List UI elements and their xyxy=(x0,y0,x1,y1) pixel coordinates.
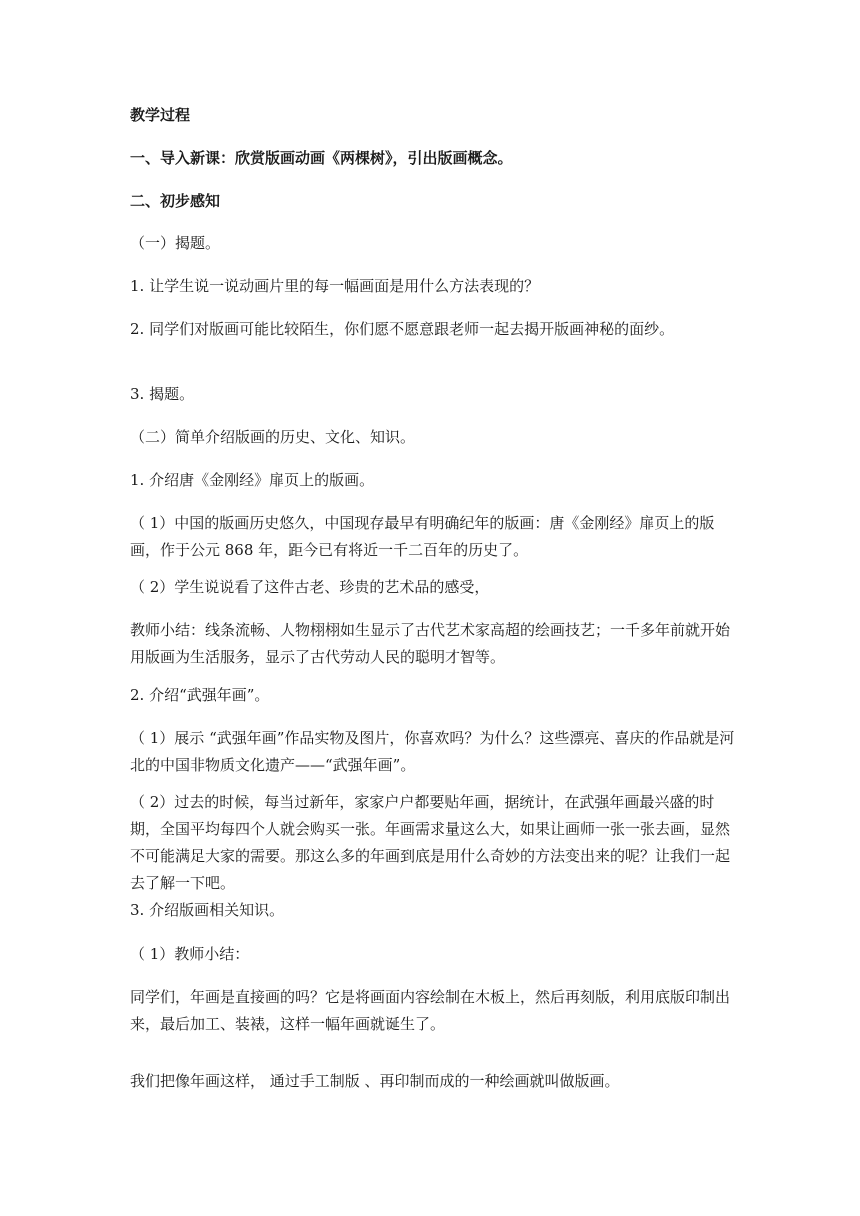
subsection-2-item-2-point-2: （ 2）过去的时候，每当过新年，家家户户都要贴年画，据统计，在武强年画最兴盛的时期，全国平均每四个人就会购买一张。年画需求量这么大，如果让画师一张一张去画，显然不可能满足大家的需要。那这么多的年画到底是用什么奇妙的方法变出来的呢？让我们一起去了解一下吧。 xyxy=(130,793,731,892)
subsection-2-item-1-point-1: （ 1）中国的版画历史悠久，中国现存最早有明确纪年的版画：唐《金刚经》扉页上的版画，作于公元 868 年，距今已有将近一千二百年的历史了。 xyxy=(130,514,715,559)
subsection-1-item-2: 2. 同学们对版画可能比较陌生，你们愿不愿意跟老师一起去揭开版画神秘的面纱。 xyxy=(130,320,675,338)
subsection-2-item-3-point-1: （ 1）教师小结： xyxy=(130,945,250,963)
section-1-title: 一、导入新课：欣赏版画动画《两棵树》，引出版画概念。 xyxy=(130,149,513,167)
teacher-summary-1: 教师小结：线条流畅、人物栩栩如生显示了古代艺术家高超的绘画技艺；一千多年前就开始用版画为生活服务，显示了古代劳动人民的聪明才智等。 xyxy=(130,621,731,666)
conclusion: 我们把像年画这样， 通过手工制版 、再印制而成的一种绘画就叫做版画。 xyxy=(130,1072,620,1090)
section-2-title: 二、初步感知 xyxy=(130,192,221,210)
subsection-2-item-3: 3. 介绍版画相关知识。 xyxy=(130,901,285,919)
paragraph-print-process: 同学们，年画是直接画的吗？它是将画面内容绘制在木板上，然后再刻版，利用底版印制出来，最后加工、装裱，这样一幅年画就诞生了。 xyxy=(130,988,731,1033)
subsection-2-title: （二）简单介绍版画的历史、文化、知识。 xyxy=(130,428,416,446)
subsection-1-title: （一）揭题。 xyxy=(130,234,221,252)
subsection-2-item-1-point-2: （ 2）学生说说看了这件古老、珍贵的艺术品的感受， xyxy=(130,578,490,596)
subsection-2-item-2: 2. 介绍“武强年画”。 xyxy=(130,686,270,704)
subsection-1-item-1: 1. 让学生说一说动画片里的每一幅画面是用什么方法表现的？ xyxy=(130,277,540,295)
heading: 教学过程 xyxy=(130,106,191,124)
subsection-2-item-1: 1. 介绍唐《金刚经》扉页上的版画。 xyxy=(130,471,375,489)
subsection-1-item-3: 3. 揭题。 xyxy=(130,385,195,403)
subsection-2-item-2-point-1: （ 1）展示 “武强年画”作品实物及图片，你喜欢吗？为什么？这些漂亮、喜庆的作品就是河北的中国非物质文化遗产——“武强年画”。 xyxy=(130,729,735,774)
